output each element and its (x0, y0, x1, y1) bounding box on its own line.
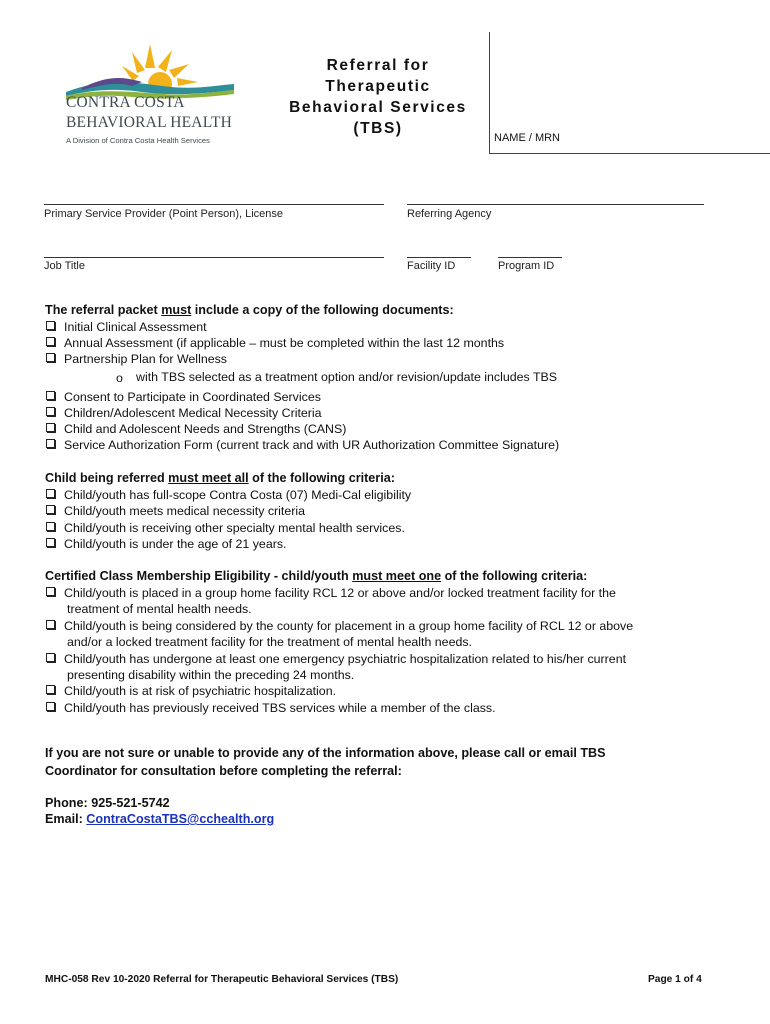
form-identifier: MHC-058 Rev 10-2020 Referral for Therapeutic Behavioral Services (TBS) (45, 974, 399, 985)
logo-division: A Division of Contra Costa Health Services (66, 136, 210, 145)
list-item (46, 351, 227, 367)
heading-text: The referral packet (45, 303, 162, 317)
item-text: Initial Clinical Assessment (64, 320, 207, 334)
checkbox[interactable] (46, 391, 55, 400)
item-text: Annual Assessment (if applicable – must be completed within the last 12 months (64, 336, 505, 350)
item-text: Child and Adolescent Needs and Strengths (CANS) (64, 422, 347, 436)
documents-heading (45, 303, 454, 317)
job-title-field[interactable] (44, 257, 384, 258)
list-item (46, 503, 305, 519)
list-item (46, 319, 207, 335)
item-text: Children/Adolescent Medical Necessity Criteria (64, 406, 322, 420)
item-text: Child/youth is being considered by the county for placement in a group home facility of RCL 12 or above (64, 619, 634, 633)
facility-id-field[interactable] (407, 257, 471, 258)
item-text: Child/youth has undergone at least one emergency psychiatric hospitalization related to his/her current (64, 652, 627, 666)
logo-org-name: CONTRA COSTA (66, 94, 185, 111)
heading-text: Child being referred (45, 471, 169, 485)
phone-label: Phone: (45, 796, 92, 810)
list-item (46, 487, 411, 503)
email-label: Email: (45, 812, 87, 826)
heading-emphasis: must meet all (168, 471, 249, 485)
checkbox[interactable] (46, 587, 55, 596)
item-text: Child/youth is placed in a group home facility RCL 12 or above and/or locked treatment facility for the (64, 586, 616, 600)
item-text: Child/youth is at risk of psychiatric hospitalization. (64, 684, 337, 698)
item-text: Child/youth is receiving other specialty mental health services. (64, 521, 405, 535)
consultation-notice-line1: If you are not sure or unable to provide any of the information above, please call or email TBS (45, 746, 606, 760)
program-id-field[interactable] (498, 257, 562, 258)
checkbox[interactable] (46, 620, 55, 629)
phone-number: 925-521-5742 (91, 796, 170, 810)
title-line: Behavioral Services (289, 99, 467, 116)
heading-text: of the following criteria: (441, 569, 588, 583)
class-membership-heading (45, 569, 587, 583)
checkbox[interactable] (46, 337, 55, 346)
heading-emphasis: must meet one (352, 569, 442, 583)
email-link[interactable]: ContraCostaTBS@cchealth.org (86, 812, 275, 826)
list-item (46, 683, 336, 699)
checkbox[interactable] (46, 321, 55, 330)
list-item (46, 536, 286, 552)
list-item (46, 405, 322, 421)
list-item (46, 335, 504, 351)
checkbox[interactable] (46, 653, 55, 662)
heading-text: include a copy of the following documents: (191, 303, 454, 317)
checkbox[interactable] (46, 407, 55, 416)
primary-provider-label: Primary Service Provider (Point Person), License (44, 208, 284, 220)
checkbox[interactable] (46, 439, 55, 448)
referring-agency-label: Referring Agency (407, 208, 492, 220)
checkbox[interactable] (46, 423, 55, 432)
referring-agency-field[interactable] (407, 204, 704, 205)
email-line (45, 812, 274, 826)
item-text-continued: presenting disability within the preceding 24 months. (67, 668, 355, 682)
list-item (46, 585, 616, 601)
list-item (46, 618, 633, 634)
checkbox[interactable] (46, 538, 55, 547)
checkbox[interactable] (46, 505, 55, 514)
item-text: Child/youth has previously received TBS services while a member of the class. (64, 701, 496, 715)
checkbox[interactable] (46, 522, 55, 531)
item-text-continued: and/or a locked treatment facility for the treatment of mental health needs. (67, 635, 472, 649)
title-line: Referral for (326, 57, 430, 74)
sub-item-text: with TBS selected as a treatment option and/or revision/update includes TBS (136, 370, 558, 384)
title-line: Therapeutic (325, 78, 431, 95)
phone-line (45, 796, 170, 810)
primary-provider-field[interactable] (44, 204, 384, 205)
checkbox[interactable] (46, 353, 55, 362)
checkbox[interactable] (46, 702, 55, 711)
page-number: Page 1 of 4 (648, 974, 702, 985)
list-item (46, 421, 346, 437)
list-item (46, 700, 496, 716)
item-text: Child/youth meets medical necessity criteria (64, 504, 306, 518)
sub-bullet: o (116, 371, 123, 385)
checkbox[interactable] (46, 489, 55, 498)
list-item (46, 389, 321, 405)
heading-text: Certified Class Membership Eligibility - child/youth (45, 569, 353, 583)
item-text: Child/youth has full-scope Contra Costa (07) Medi-Cal eligibility (64, 488, 412, 502)
document-title (272, 55, 484, 139)
consultation-notice-line2: Coordinator for consultation before completing the referral: (45, 764, 402, 778)
item-text: Child/youth is under the age of 21 years. (64, 537, 287, 551)
item-text-continued: treatment of mental health needs. (67, 602, 252, 616)
item-text: Service Authorization Form (current track and with UR Authorization Committee Signature) (64, 438, 560, 452)
item-text: Consent to Participate in Coordinated Services (64, 390, 321, 404)
criteria-heading (45, 471, 395, 485)
heading-emphasis: must (161, 303, 192, 317)
name-mrn-label: NAME / MRN (494, 132, 560, 144)
job-title-label: Job Title (44, 260, 85, 272)
heading-text: of the following criteria: (248, 471, 395, 485)
program-id-label: Program ID (498, 260, 555, 272)
list-item (46, 651, 626, 667)
title-line: (TBS) (353, 120, 403, 137)
list-item (46, 520, 405, 536)
logo-org-name-2: BEHAVIORAL HEALTH (66, 114, 233, 131)
item-text: Partnership Plan for Wellness (64, 352, 227, 366)
facility-id-label: Facility ID (407, 260, 456, 272)
list-item (46, 437, 559, 453)
checkbox[interactable] (46, 685, 55, 694)
